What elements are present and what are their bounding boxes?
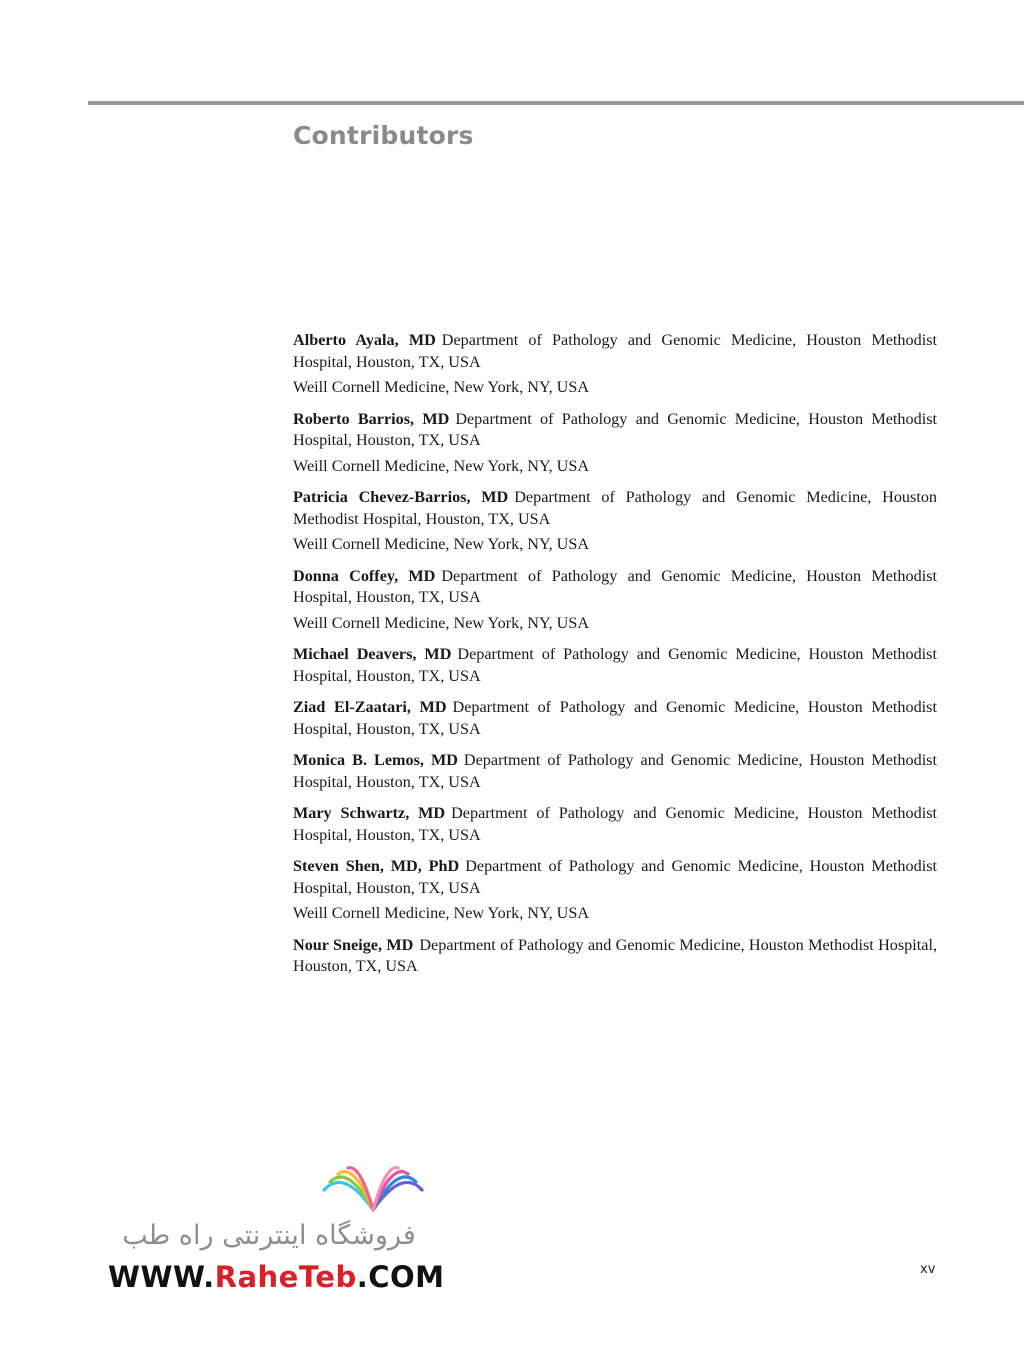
contributor-main-line — [293, 803, 937, 846]
contributor-main-line — [293, 935, 937, 978]
contributor-entry — [293, 935, 937, 978]
contributor-entry — [293, 697, 937, 740]
contributor-main-line — [293, 750, 937, 793]
contributor-main-line — [293, 330, 937, 373]
page-number: xv — [920, 1262, 936, 1277]
contributors-list — [293, 330, 937, 988]
contributor-name: Roberto Barrios, MD — [293, 409, 450, 428]
contributor-main-line — [293, 487, 937, 530]
contributor-affiliation: Department of Pathology and Genomic Medicine, Houston Methodist Hospital, Houston, TX, USA — [293, 857, 937, 897]
watermark-url-suffix: .COM — [356, 1260, 445, 1294]
contributor-entry — [293, 566, 937, 635]
contributor-entry — [293, 750, 937, 793]
contributor-affiliation: Department of Pathology and Genomic Medicine, Houston Methodist Hospital, Houston, TX, USA — [293, 804, 937, 844]
watermark-url — [108, 1260, 445, 1294]
contributor-affiliation: Department of Pathology and Genomic Medicine, Houston Methodist Hospital, Houston, TX, USA — [293, 488, 938, 528]
contributor-main-line — [293, 644, 937, 687]
contributor-entry — [293, 803, 937, 846]
contributor-name: Steven Shen, MD, PhD — [293, 857, 460, 875]
contributor-name: Michael Deavers, MD — [293, 645, 452, 663]
contributor-name: Patricia Chevez-Barrios, MD — [293, 488, 509, 506]
header-rule — [88, 101, 1024, 105]
contributor-entry — [293, 330, 937, 399]
contributor-main-line — [293, 856, 937, 899]
watermark-url-brand: RaheTeb — [214, 1260, 357, 1294]
contributor-affiliation: Department of Pathology and Genomic Medicine, Houston Methodist Hospital, Houston, TX, USA — [293, 409, 937, 449]
contributor-main-line — [293, 697, 937, 740]
contributor-name: Donna Coffey, MD — [293, 566, 436, 585]
contributor-entry — [293, 409, 937, 478]
contributor-secondary-affiliation: Weill Cornell Medicine, New York, NY, USA — [293, 904, 590, 922]
contributor-secondary-affiliation: Weill Cornell Medicine, New York, NY, USA — [293, 535, 590, 553]
contributor-secondary-affiliation: Weill Cornell Medicine, New York, NY, USA — [293, 456, 590, 475]
contributor-affiliation: Department of Pathology and Genomic Medicine, Houston Methodist Hospital, Houston, TX, USA — [293, 645, 937, 685]
contributor-affiliation: Department of Pathology and Genomic Medicine, Houston Methodist Hospital, Houston, TX, USA — [293, 751, 937, 791]
open-book-rainbow-icon — [318, 1160, 428, 1216]
contributor-affiliation: Department of Pathology and Genomic Medicine, Houston Methodist Hospital, Houston, TX, USA — [293, 566, 937, 606]
contributor-name: Monica B. Lemos, MD — [293, 751, 458, 769]
contributor-secondary-affiliation: Weill Cornell Medicine, New York, NY, USA — [293, 378, 590, 396]
contributor-affiliation: Department of Pathology and Genomic Medicine, Houston Methodist Hospital, Houston, TX, USA — [293, 698, 937, 738]
contributor-name: Ziad El-Zaatari, MD — [293, 698, 447, 716]
page-title: Contributors — [293, 121, 474, 150]
contributor-name: Mary Schwartz, MD — [293, 804, 446, 822]
watermark-persian-text: فروشگاه اینترنتی راه طب — [122, 1220, 416, 1251]
contributor-entry — [293, 856, 937, 925]
contributor-name: Nour Sneige, MD — [293, 935, 414, 954]
contributor-secondary-affiliation: Weill Cornell Medicine, New York, NY, USA — [293, 613, 590, 632]
watermark — [104, 1160, 444, 1300]
contributor-entry — [293, 644, 937, 687]
contributor-main-line — [293, 409, 937, 452]
contributor-name: Alberto Ayala, MD — [293, 331, 436, 349]
contributor-entry — [293, 487, 937, 556]
contributor-main-line — [293, 566, 937, 609]
contributor-affiliation: Department of Pathology and Genomic Medicine, Houston Methodist Hospital, Houston, TX, USA — [293, 935, 937, 975]
contributor-affiliation: Department of Pathology and Genomic Medicine, Houston Methodist Hospital, Houston, TX, USA — [293, 331, 937, 371]
watermark-url-prefix: WWW. — [108, 1260, 215, 1294]
